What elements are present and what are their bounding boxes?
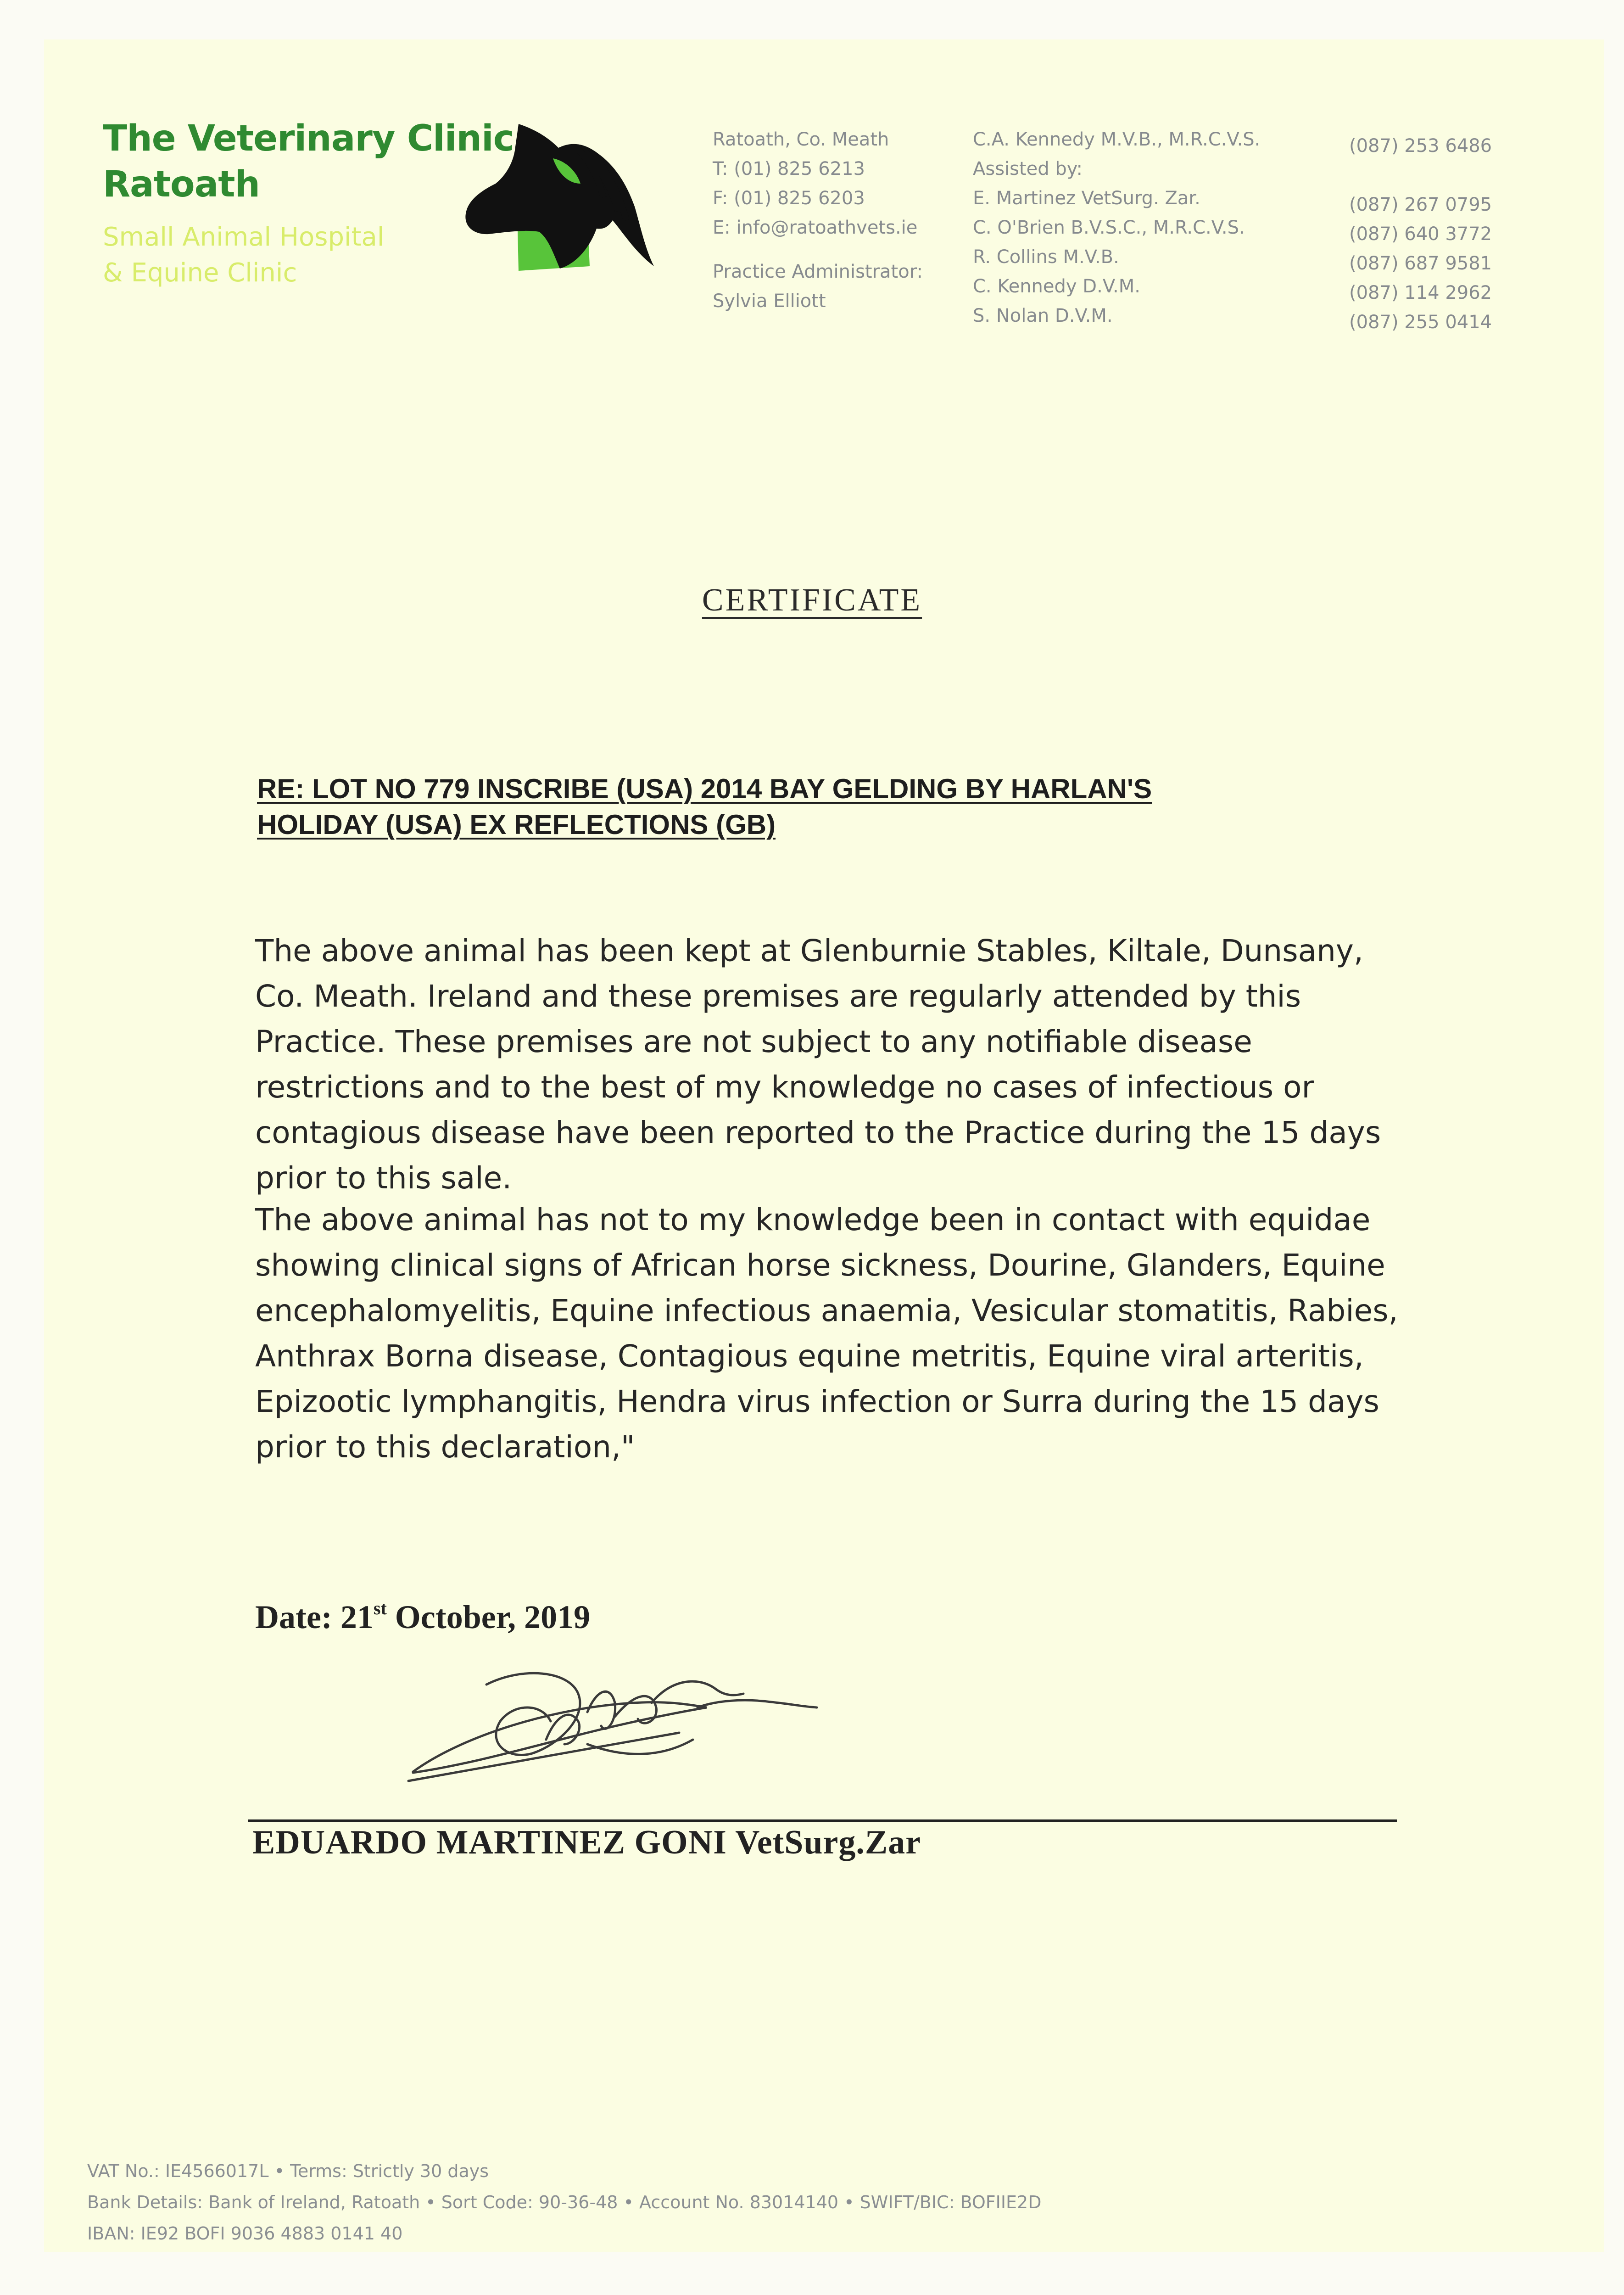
certificate-date xyxy=(255,1597,590,1636)
clinic-subtitle xyxy=(103,219,384,291)
staff-phone: (087) 253 6486 xyxy=(1349,135,1492,157)
clinic-name-line2: Ratoath xyxy=(103,164,260,205)
footer-vat-terms: VAT No.: IE4566017L • Terms: Strictly 30 days xyxy=(87,2161,489,2181)
staff-list xyxy=(973,125,1260,330)
phone-line: T: (01) 825 6213 xyxy=(713,158,865,179)
admin-name: Sylvia Elliott xyxy=(713,291,826,312)
staff-phone: (087) 255 0414 xyxy=(1349,312,1492,333)
body-paragraph-2: The above animal has not to my knowledge been in contact with equidae showing clinical signs of African horse sickness, Dourine, Glanders, Equine encephalomyelitis, Equine infectious anaemia, Vesicular stomatitis, Rabies, Anthrax Borna disease, Contagious equine metritis, Equine viral arteritis, Epizootic lymphangitis, Hendra virus infection or Surra during the 15 days prior to this declaration," xyxy=(255,1202,1398,1465)
staff-phone xyxy=(1349,161,1492,190)
horse-head-logo-icon xyxy=(438,115,668,289)
certificate-title-text: CERTIFICATE xyxy=(702,582,922,618)
footer-iban: IBAN: IE92 BOFI 9036 4883 0141 40 xyxy=(87,2223,403,2244)
staff-item: C. Kennedy D.V.M. xyxy=(973,276,1140,297)
footer xyxy=(87,2155,1041,2249)
certificate-title xyxy=(0,582,1624,619)
staff-phone-list xyxy=(1349,131,1492,337)
fax-line: F: (01) 825 6203 xyxy=(713,188,865,209)
date-rest: October, 2019 xyxy=(386,1599,591,1635)
staff-phone: (087) 640 3772 xyxy=(1349,224,1492,245)
re-subject xyxy=(257,771,1312,843)
staff-item: S. Nolan D.V.M. xyxy=(973,305,1113,326)
re-subject-line1: RE: LOT NO 779 INSCRIBE (USA) 2014 BAY GELDING BY HARLAN'S xyxy=(257,773,1152,804)
staff-phone: (087) 687 9581 xyxy=(1349,253,1492,274)
date-ordinal: st xyxy=(373,1598,387,1618)
admin-label: Practice Administrator: xyxy=(713,261,923,282)
staff-phone: (087) 114 2962 xyxy=(1349,282,1492,303)
handwritten-signature xyxy=(395,1652,968,1827)
body-paragraph-1: The above animal has been kept at Glenburnie Stables, Kiltale, Dunsany, Co. Meath. Ireland and these premises are regularly attended by this Practice. These premises are not subject to any notifiable disease restrictions and to the best of my knowledge no cases of infectious or contagious disease have been reported to the Practice during the 15 days prior to this sale. xyxy=(255,933,1381,1196)
footer-bank-details: Bank Details: Bank of Ireland, Ratoath • Sort Code: 90-36-48 • Account No. 83014140 • SWIFT/BIC: BOFIIE2D xyxy=(87,2192,1042,2212)
clinic-address-block xyxy=(713,125,923,316)
staff-item: E. Martinez VetSurg. Zar. xyxy=(973,188,1200,209)
staff-item: R. Collins M.V.B. xyxy=(973,246,1119,268)
staff-item: C.A. Kennedy M.V.B., M.R.C.V.S. xyxy=(973,129,1261,150)
address-line: Ratoath, Co. Meath xyxy=(713,129,889,150)
staff-item: C. O'Brien B.V.S.C., M.R.C.V.S. xyxy=(973,217,1245,238)
date-label: Date: 21 xyxy=(255,1599,374,1635)
staff-phone: (087) 267 0795 xyxy=(1349,194,1492,215)
signatory-name: EDUARDO MARTINEZ GONI VetSurg.Zar xyxy=(252,1824,921,1861)
clinic-name-line1: The Veterinary Clinic xyxy=(103,118,514,159)
staff-item: Assisted by: xyxy=(973,158,1083,179)
email-line: E: info@ratoathvets.ie xyxy=(713,217,918,238)
re-subject-line2: HOLIDAY (USA) EX REFLECTIONS (GB) xyxy=(257,809,776,840)
clinic-subtitle-line1: Small Animal Hospital xyxy=(103,222,385,252)
clinic-subtitle-line2: & Equine Clinic xyxy=(103,258,297,288)
signature-line xyxy=(248,1819,1397,1822)
